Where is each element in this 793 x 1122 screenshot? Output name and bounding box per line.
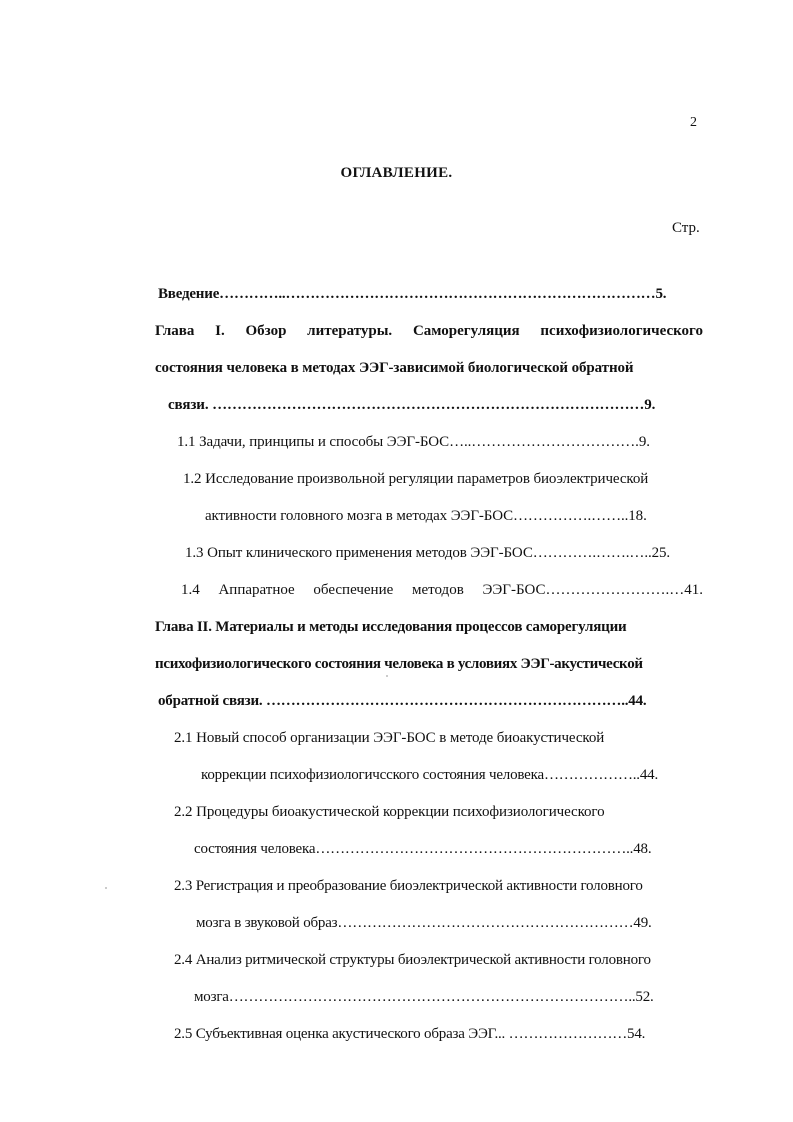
toc-section-2-2-line-1[interactable]: 2.2 Процедуры биоакустической коррекции психофизиологического (174, 804, 605, 820)
toc-section-1-4[interactable]: 1.4 Аппаратное обеспечение методов ЭЭГ-БОС…………………….…41. (181, 582, 703, 598)
toc-section-1-2-line-1[interactable]: 1.2 Исследование произвольной регуляции параметров биоэлектрической (183, 471, 649, 487)
toc-chapter-1-line-1[interactable]: Глава I. Обзор литературы. Саморегуляция психофизиологического (155, 323, 703, 339)
toc-chapter-2-line-3[interactable]: обратной связи. ………………………………………………………………..44. (158, 693, 647, 709)
toc-section-1-3[interactable]: 1.3 Опыт клинического применения методов ЭЭГ-БОС………….…….…..25. (185, 545, 671, 561)
scan-artifact (386, 675, 388, 677)
toc-entry-introduction[interactable]: Введение…………..…………………………………………………………………5. (158, 286, 667, 302)
page-title: ОГЛАВЛЕНИЕ. (340, 165, 453, 181)
toc-section-2-2-line-2[interactable]: состояния человека………………………………………………………..48. (194, 841, 652, 857)
toc-chapter-2-line-2[interactable]: психофизиологического состояния человека в условиях ЭЭГ-акустической (155, 656, 643, 672)
toc-chapter-2-line-1[interactable]: Глава II. Материалы и методы исследования процессов саморегуляции (155, 619, 627, 635)
toc-section-1-1[interactable]: 1.1 Задачи, принципы и способы ЭЭГ-БОС…..…………………………….9. (177, 434, 650, 450)
toc-section-1-2-line-2[interactable]: активности головного мозга в методах ЭЭГ-БОС…………….……..18. (205, 508, 647, 524)
page-column-label: Стр. (672, 220, 700, 236)
toc-section-2-5[interactable]: 2.5 Субъективная оценка акустического образа ЭЭГ... ……………………54. (174, 1026, 646, 1042)
toc-chapter-1-line-2[interactable]: состояния человека в методах ЭЭГ-зависимой биологической обратной (155, 360, 634, 376)
scan-artifact (105, 887, 107, 889)
toc-section-2-1-line-1[interactable]: 2.1 Новый способ организации ЭЭГ-БОС в методе биоакустической (174, 730, 605, 746)
toc-section-2-1-line-2[interactable]: коррекции психофизиологичсского состояния человека………………..44. (201, 767, 658, 783)
toc-section-2-4-line-1[interactable]: 2.4 Анализ ритмической структуры биоэлектрической активности головного (174, 952, 651, 968)
page-number: 2 (690, 115, 697, 130)
toc-section-2-3-line-2[interactable]: мозга в звуковой образ……………………………………………………49. (196, 915, 652, 931)
toc-chapter-1-line-3[interactable]: связи. ……………………………………………………………………………9. (168, 397, 656, 413)
toc-section-2-3-line-1[interactable]: 2.3 Регистрация и преобразование биоэлектрической активности головного (174, 878, 643, 894)
toc-section-2-4-line-2[interactable]: мозга………………………………………………………………………..52. (194, 989, 654, 1005)
